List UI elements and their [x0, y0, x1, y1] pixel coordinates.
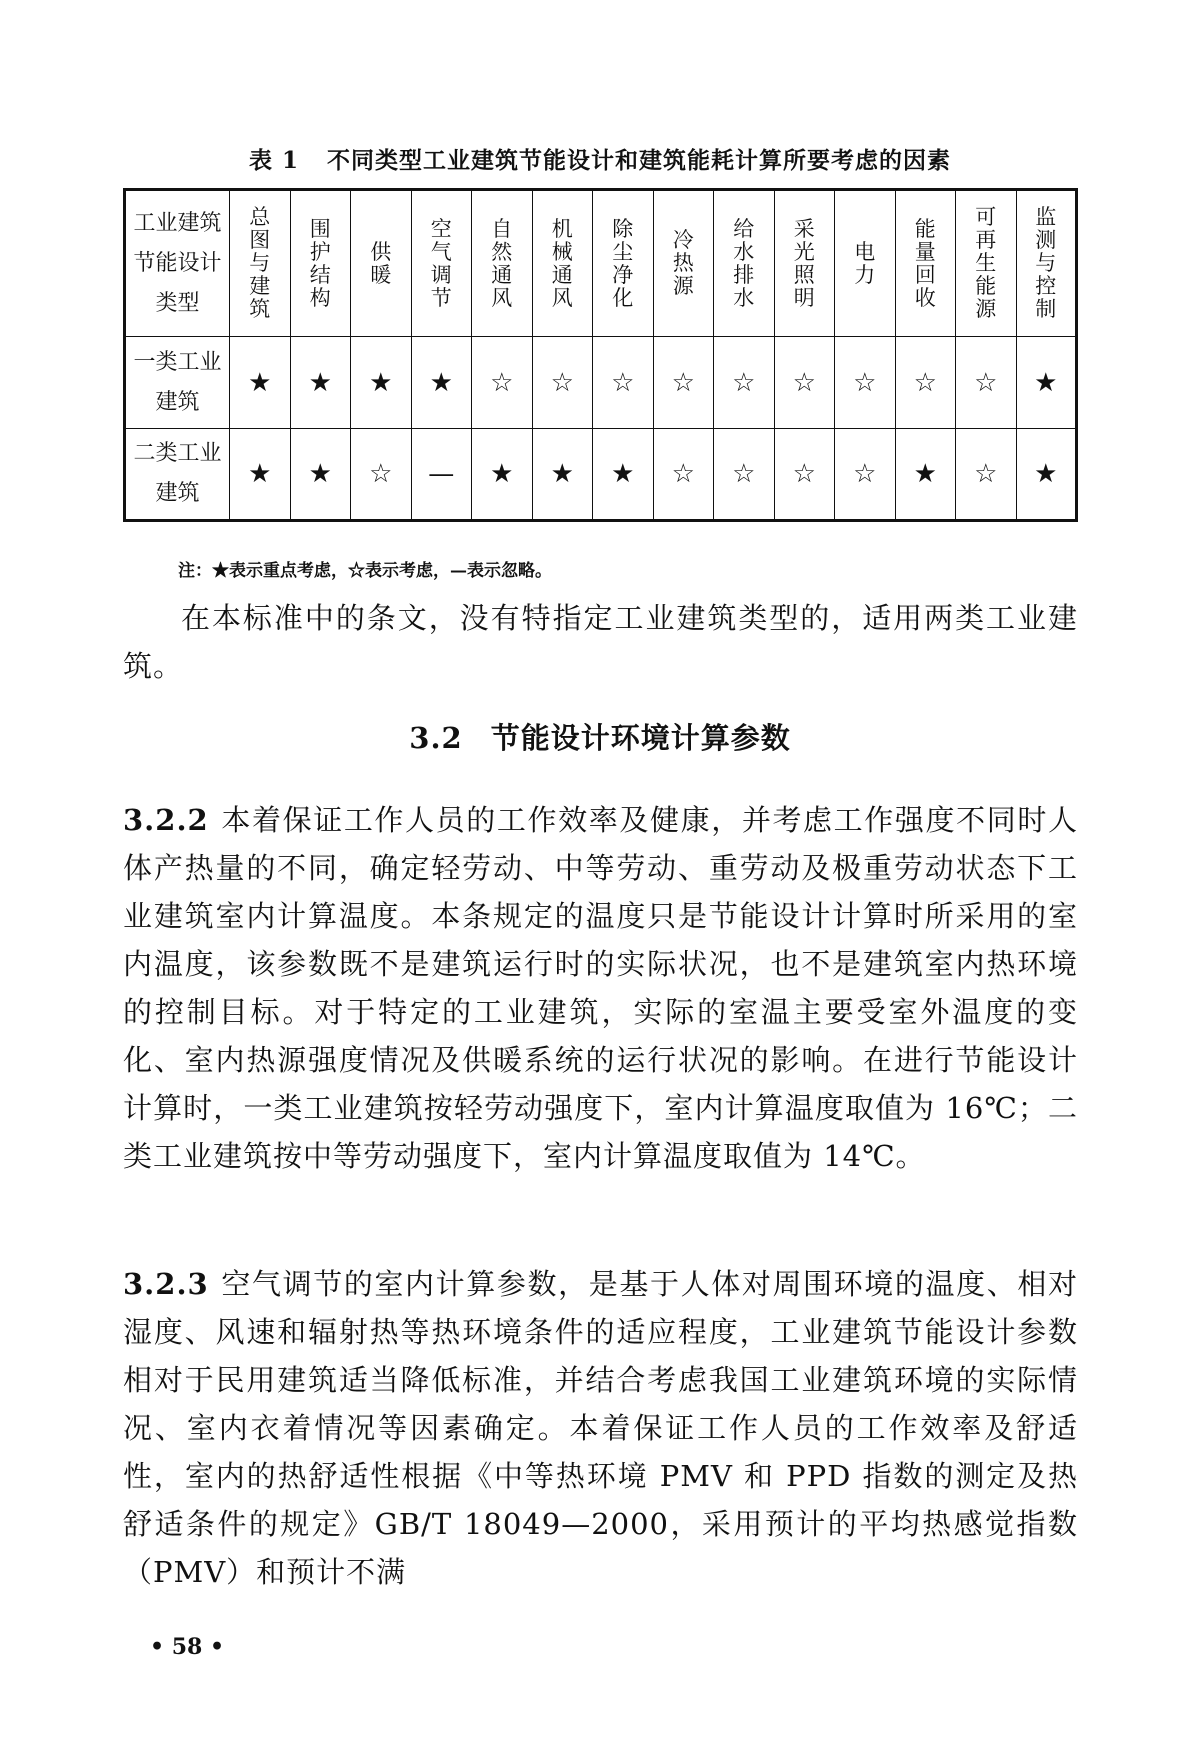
page-number: • 58 • — [150, 1634, 225, 1660]
table-cell: ★ — [290, 429, 351, 521]
clause-text: 本着保证工作人员的工作效率及健康，并考虑工作强度不同时人体产热量的不同，确定轻劳动、中等劳动、重劳动及极重劳动状态下工业建筑室内计算温度。本条规定的温度只是节能设计计算时所采用的室内温度，该参数既不是建筑运行时的实际状况，也不是建筑室内热环境的控制目标。对于特定的工业建筑，实际的室温主要受室外温度的变化、室内热源强度情况及供暖系统的运行状况的影响。在进行节能设计计算时，一类工业建筑按轻劳动强度下，室内计算温度取值为 16℃；二类工业建筑按中等劳动强度下，室内计算温度取值为 14℃。 — [123, 803, 1078, 1173]
column-header: 监测与控制 — [1016, 190, 1077, 337]
table-cell: ☆ — [593, 337, 654, 429]
table-cell: ★ — [411, 337, 472, 429]
table-cell: ★ — [895, 429, 956, 521]
clause-3-2-3 — [123, 1260, 1078, 1596]
table-number: 表 1 — [248, 147, 299, 174]
table-cell: ☆ — [835, 337, 896, 429]
table-cell: ☆ — [532, 337, 593, 429]
table-cell: ☆ — [653, 429, 714, 521]
table-cell: ★ — [230, 429, 291, 521]
type-header: 工业建筑节能设计类型 — [125, 190, 230, 337]
intro-paragraph: 在本标准中的条文，没有特指定工业建筑类型的，适用两类工业建筑。 — [123, 601, 1078, 683]
table-cell: ☆ — [956, 337, 1017, 429]
clause-text: 空气调节的室内计算参数，是基于人体对周围环境的温度、相对湿度、风速和辐射热等热环境条件的适应程度，工业建筑节能设计参数相对于民用建筑适当降低标准，并结合考虑我国工业建筑环境的实际情况、室内衣着情况等因素确定。本着保证工作人员的工作效率及舒适性，室内的热舒适性根据《中等热环境 PMV 和 PPD 指数的测定及热舒适条件的规定》GB/T 18049—2000，采用预计的平均热感觉指数（PMV）和预计不满 — [123, 1267, 1078, 1589]
table-note: 注：★表示重点考虑，☆表示考虑，—表示忽略。 — [178, 561, 552, 581]
section-number: 3.2 — [409, 721, 463, 755]
clause-number: 3.2.3 — [123, 1267, 209, 1301]
table-cell: ★ — [532, 429, 593, 521]
column-header: 采光照明 — [774, 190, 835, 337]
table-title: 不同类型工业建筑节能设计和建筑能耗计算所要考虑的因素 — [327, 147, 951, 174]
table-cell: ☆ — [956, 429, 1017, 521]
row-label: 一类工业建筑 — [125, 337, 230, 429]
table-cell: ☆ — [835, 429, 896, 521]
column-header: 围护结构 — [290, 190, 351, 337]
table-cell: ★ — [1016, 337, 1077, 429]
clause-number: 3.2.2 — [123, 803, 209, 837]
column-header: 电力 — [835, 190, 896, 337]
section-heading — [0, 716, 1200, 757]
column-header: 空气调节 — [411, 190, 472, 337]
table-cell: ★ — [290, 337, 351, 429]
table-cell: ☆ — [714, 337, 775, 429]
table-cell: ☆ — [895, 337, 956, 429]
table-caption — [0, 142, 1200, 175]
table-row — [125, 429, 1077, 521]
table-cell: ☆ — [472, 337, 533, 429]
table-cell: ★ — [593, 429, 654, 521]
section-title: 节能设计环境计算参数 — [490, 721, 791, 755]
table-cell: ☆ — [774, 429, 835, 521]
table-cell: ★ — [472, 429, 533, 521]
table-row — [125, 337, 1077, 429]
clause-3-2-2 — [123, 796, 1078, 1180]
table-cell: ★ — [351, 337, 412, 429]
table-cell: ☆ — [714, 429, 775, 521]
column-header: 除尘净化 — [593, 190, 654, 337]
table-cell: ★ — [1016, 429, 1077, 521]
column-header: 能量回收 — [895, 190, 956, 337]
table-cell: ☆ — [351, 429, 412, 521]
table-cell: ★ — [230, 337, 291, 429]
column-header: 冷热源 — [653, 190, 714, 337]
column-header: 可再生能源 — [956, 190, 1017, 337]
table-header-row — [125, 190, 1077, 337]
column-header: 供暖 — [351, 190, 412, 337]
table-cell: ☆ — [774, 337, 835, 429]
column-header: 自然通风 — [472, 190, 533, 337]
column-header: 机械通风 — [532, 190, 593, 337]
column-header: 给水排水 — [714, 190, 775, 337]
row-label: 二类工业建筑 — [125, 429, 230, 521]
factors-table — [123, 188, 1078, 522]
table-cell: — — [411, 429, 472, 521]
table-cell: ☆ — [653, 337, 714, 429]
column-header: 总图与建筑 — [230, 190, 291, 337]
